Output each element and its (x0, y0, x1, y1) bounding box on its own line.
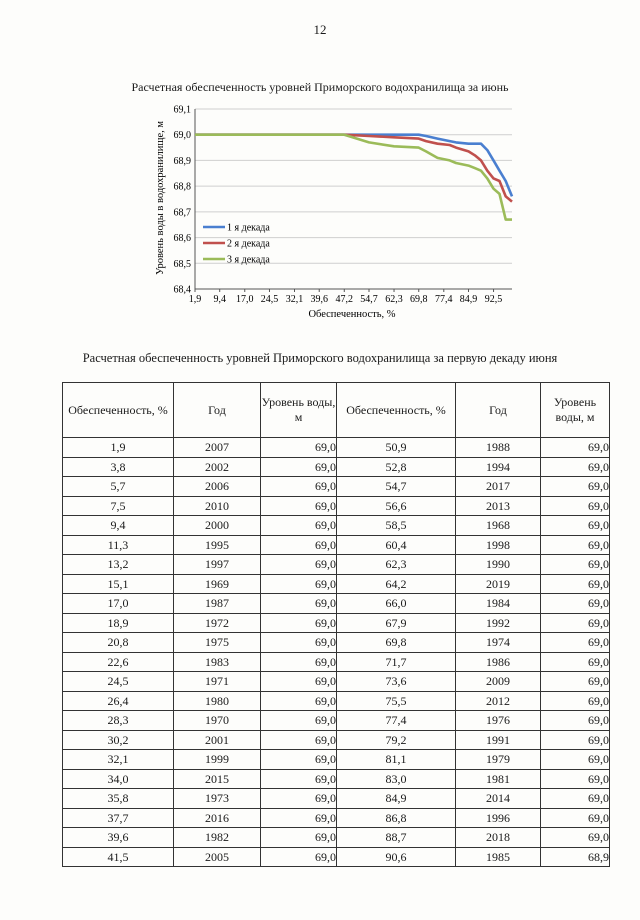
cell-year-2: 1974 (456, 633, 541, 653)
cell-level-2: 69,0 (541, 828, 610, 848)
cell-year-2: 2018 (456, 828, 541, 848)
cell-level-2: 69,0 (541, 652, 610, 672)
cell-level: 69,0 (261, 750, 337, 770)
cell-year-2: 2013 (456, 496, 541, 516)
cell-year-2: 1988 (456, 438, 541, 458)
legend-label: 3 я декада (227, 254, 270, 266)
table-row (63, 769, 610, 789)
cell-probability: 24,5 (63, 672, 174, 692)
y-tick-label: 69,0 (173, 130, 191, 142)
x-tick-label: 39,6 (310, 294, 328, 305)
header-probability: Обеспеченность, % (63, 383, 174, 438)
cell-year-2: 2017 (456, 477, 541, 497)
cell-year-2: 1986 (456, 652, 541, 672)
cell-probability: 7,5 (63, 496, 174, 516)
y-axis (174, 105, 196, 296)
cell-level: 69,0 (261, 828, 337, 848)
cell-year: 1971 (174, 672, 261, 692)
x-axis (189, 289, 503, 305)
cell-year: 1972 (174, 613, 261, 633)
cell-level: 69,0 (261, 789, 337, 809)
cell-year: 2016 (174, 808, 261, 828)
cell-level: 69,0 (261, 652, 337, 672)
cell-level: 69,0 (261, 457, 337, 477)
cell-probability-2: 83,0 (337, 769, 456, 789)
cell-probability-2: 75,5 (337, 691, 456, 711)
level-probability-chart (0, 95, 640, 330)
cell-level: 69,0 (261, 769, 337, 789)
table-row (63, 438, 610, 458)
cell-probability-2: 66,0 (337, 594, 456, 614)
cell-level: 69,0 (261, 613, 337, 633)
cell-probability-2: 54,7 (337, 477, 456, 497)
cell-probability: 22,6 (63, 652, 174, 672)
table-row (63, 652, 610, 672)
cell-level: 69,0 (261, 730, 337, 750)
y-axis-label: Уровень воды в водохранилище, м (155, 120, 166, 276)
cell-year: 1982 (174, 828, 261, 848)
cell-probability-2: 60,4 (337, 535, 456, 555)
cell-year: 1970 (174, 711, 261, 731)
cell-year-2: 2009 (456, 672, 541, 692)
cell-probability: 13,2 (63, 555, 174, 575)
series-line-3 (195, 135, 512, 220)
cell-year-2: 1979 (456, 750, 541, 770)
cell-probability: 1,9 (63, 438, 174, 458)
cell-probability-2: 86,8 (337, 808, 456, 828)
cell-level: 69,0 (261, 555, 337, 575)
cell-probability: 5,7 (63, 477, 174, 497)
y-tick-label: 68,7 (173, 207, 191, 219)
cell-level: 69,0 (261, 711, 337, 731)
y-tick-label: 68,5 (173, 258, 191, 270)
x-tick-label: 54,7 (360, 294, 378, 305)
cell-year-2: 1985 (456, 847, 541, 867)
cell-year: 1973 (174, 789, 261, 809)
cell-year: 2005 (174, 847, 261, 867)
cell-probability-2: 77,4 (337, 711, 456, 731)
cell-probability-2: 73,6 (337, 672, 456, 692)
cell-year: 2010 (174, 496, 261, 516)
cell-probability: 35,8 (63, 789, 174, 809)
cell-level-2: 69,0 (541, 750, 610, 770)
cell-probability-2: 71,7 (337, 652, 456, 672)
cell-level: 69,0 (261, 847, 337, 867)
cell-year-2: 1996 (456, 808, 541, 828)
table-row (63, 750, 610, 770)
cell-level-2: 69,0 (541, 769, 610, 789)
table-row (63, 711, 610, 731)
cell-year: 1983 (174, 652, 261, 672)
page-number: 12 (313, 22, 327, 37)
header-probability-2: Обеспеченность, % (337, 383, 456, 438)
cell-year: 1997 (174, 555, 261, 575)
cell-level: 69,0 (261, 535, 337, 555)
cell-probability: 32,1 (63, 750, 174, 770)
x-tick-label: 92,5 (484, 294, 503, 305)
cell-level-2: 69,0 (541, 457, 610, 477)
cell-level-2: 68,9 (541, 847, 610, 867)
cell-probability: 9,4 (63, 516, 174, 536)
chart-title: Расчетная обеспеченность уровней Приморского водохранилища за июнь (131, 80, 509, 94)
cell-probability: 15,1 (63, 574, 174, 594)
cell-year: 2000 (174, 516, 261, 536)
cell-level-2: 69,0 (541, 711, 610, 731)
cell-level-2: 69,0 (541, 633, 610, 653)
cell-year: 1995 (174, 535, 261, 555)
cell-year-2: 2019 (456, 574, 541, 594)
table-row (63, 847, 610, 867)
y-tick-label: 68,9 (173, 155, 191, 167)
cell-year: 2002 (174, 457, 261, 477)
cell-level-2: 69,0 (541, 496, 610, 516)
cell-probability-2: 67,9 (337, 613, 456, 633)
cell-probability: 3,8 (63, 457, 174, 477)
cell-probability-2: 69,8 (337, 633, 456, 653)
cell-year: 1999 (174, 750, 261, 770)
cell-level-2: 69,0 (541, 516, 610, 536)
cell-level: 69,0 (261, 438, 337, 458)
cell-probability-2: 90,6 (337, 847, 456, 867)
cell-probability: 26,4 (63, 691, 174, 711)
cell-year-2: 1976 (456, 711, 541, 731)
cell-probability: 30,2 (63, 730, 174, 750)
table-row (63, 457, 610, 477)
header-level: Уровень воды, м (261, 383, 337, 438)
cell-level-2: 69,0 (541, 574, 610, 594)
table-row (63, 516, 610, 536)
y-tick-label: 68,8 (173, 181, 191, 193)
cell-probability: 20,8 (63, 633, 174, 653)
cell-level: 69,0 (261, 574, 337, 594)
y-tick-label: 69,1 (173, 104, 191, 116)
cell-probability: 28,3 (63, 711, 174, 731)
cell-probability-2: 56,6 (337, 496, 456, 516)
cell-year: 2001 (174, 730, 261, 750)
x-tick-label: 24,5 (260, 294, 279, 305)
cell-year: 2006 (174, 477, 261, 497)
cell-year: 1987 (174, 594, 261, 614)
cell-year: 2007 (174, 438, 261, 458)
cell-probability-2: 88,7 (337, 828, 456, 848)
cell-probability-2: 64,2 (337, 574, 456, 594)
y-tick-label: 68,4 (173, 284, 191, 296)
cell-probability-2: 84,9 (337, 789, 456, 809)
x-tick-label: 84,9 (459, 294, 478, 305)
table-row (63, 555, 610, 575)
cell-probability-2: 50,9 (337, 438, 456, 458)
x-tick-label: 77,4 (435, 294, 453, 305)
cell-probability: 41,5 (63, 847, 174, 867)
cell-level: 69,0 (261, 672, 337, 692)
table-row (63, 730, 610, 750)
cell-level: 69,0 (261, 477, 337, 497)
cell-year: 2015 (174, 769, 261, 789)
table-row (63, 574, 610, 594)
cell-year-2: 1998 (456, 535, 541, 555)
cell-level-2: 69,0 (541, 691, 610, 711)
legend-label: 1 я декада (227, 222, 270, 234)
x-tick-label: 62,3 (385, 294, 403, 305)
x-tick-label: 32,1 (285, 294, 304, 305)
cell-probability: 11,3 (63, 535, 174, 555)
header-year-2: Год (456, 383, 541, 438)
cell-level-2: 69,0 (541, 730, 610, 750)
cell-level: 69,0 (261, 691, 337, 711)
table-row (63, 633, 610, 653)
cell-year-2: 1968 (456, 516, 541, 536)
legend-label: 2 я декада (227, 238, 270, 250)
chart-legend (203, 223, 270, 266)
cell-probability: 34,0 (63, 769, 174, 789)
cell-level-2: 69,0 (541, 672, 610, 692)
table-row (63, 477, 610, 497)
table-row (63, 613, 610, 633)
cell-level-2: 69,0 (541, 535, 610, 555)
table-row (63, 789, 610, 809)
cell-level: 69,0 (261, 808, 337, 828)
cell-level-2: 69,0 (541, 808, 610, 828)
cell-level: 69,0 (261, 594, 337, 614)
x-tick-label: 17,0 (236, 294, 254, 305)
header-year: Год (174, 383, 261, 438)
cell-probability: 39,6 (63, 828, 174, 848)
x-tick-label: 1,9 (188, 294, 202, 305)
y-tick-label: 68,6 (173, 233, 191, 245)
cell-level: 69,0 (261, 516, 337, 536)
cell-year: 1969 (174, 574, 261, 594)
cell-level-2: 69,0 (541, 438, 610, 458)
cell-level-2: 69,0 (541, 613, 610, 633)
cell-level-2: 69,0 (541, 555, 610, 575)
cell-level-2: 69,0 (541, 594, 610, 614)
x-tick-label: 47,2 (335, 294, 354, 305)
table-row (63, 828, 610, 848)
table-row (63, 691, 610, 711)
cell-probability: 18,9 (63, 613, 174, 633)
chart-series (195, 135, 512, 220)
cell-year-2: 1984 (456, 594, 541, 614)
x-tick-label: 9,4 (213, 294, 226, 305)
probability-table (62, 382, 610, 867)
table-row (63, 496, 610, 516)
cell-level-2: 69,0 (541, 789, 610, 809)
table-row (63, 594, 610, 614)
x-tick-label: 69,8 (409, 294, 428, 305)
cell-year-2: 1990 (456, 555, 541, 575)
cell-year-2: 1994 (456, 457, 541, 477)
cell-year-2: 2012 (456, 691, 541, 711)
cell-probability: 17,0 (63, 594, 174, 614)
table-header-row (63, 383, 610, 438)
cell-probability-2: 62,3 (337, 555, 456, 575)
cell-year: 1975 (174, 633, 261, 653)
cell-year-2: 1981 (456, 769, 541, 789)
table-row (63, 535, 610, 555)
table-row (63, 808, 610, 828)
table-caption: Расчетная обеспеченность уровней Приморского водохранилища за первую декаду июня (82, 351, 558, 365)
table-row (63, 672, 610, 692)
cell-year-2: 1991 (456, 730, 541, 750)
cell-year-2: 1992 (456, 613, 541, 633)
cell-year-2: 2014 (456, 789, 541, 809)
series-line-2 (195, 135, 512, 202)
cell-level: 69,0 (261, 496, 337, 516)
cell-level: 69,0 (261, 633, 337, 653)
cell-probability-2: 79,2 (337, 730, 456, 750)
cell-level-2: 69,0 (541, 477, 610, 497)
header-level-2: Уровень воды, м (541, 383, 610, 438)
cell-probability-2: 52,8 (337, 457, 456, 477)
cell-probability-2: 81,1 (337, 750, 456, 770)
cell-probability: 37,7 (63, 808, 174, 828)
cell-year: 1980 (174, 691, 261, 711)
cell-probability-2: 58,5 (337, 516, 456, 536)
x-axis-label: Обеспеченность, % (308, 309, 396, 320)
